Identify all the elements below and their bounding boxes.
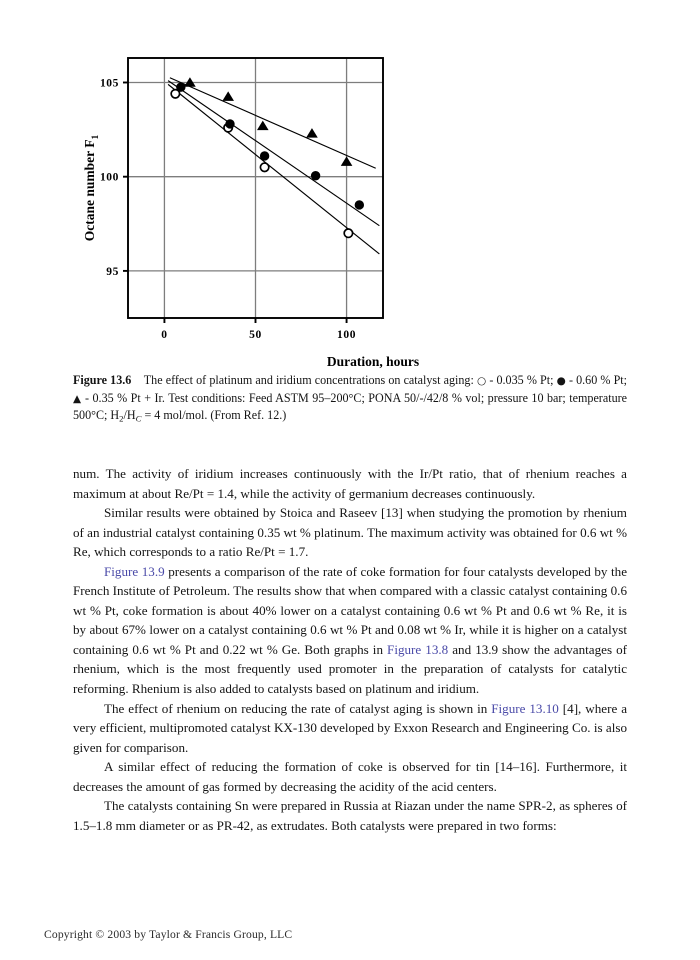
text-run: num. The activity of iridium increases continuously with the Ir/Pt ratio, that of rhenium reaches a maximum at about Re/Pt = 1.4, while the activity of germanium decreases continuously. (73, 466, 627, 501)
figure-cross-reference-link[interactable]: Figure 13.9 (104, 563, 165, 579)
legend-filled-circle-icon: ● (556, 375, 566, 387)
datapoint-series-2-2 (257, 121, 269, 130)
figure-13-6 (0, 38, 700, 369)
figure-cross-reference-link[interactable]: Figure 13.8 (387, 641, 449, 657)
trendline-series-1 (168, 81, 379, 226)
figure-cross-reference-link[interactable]: Figure 13.10 (491, 700, 559, 716)
legend-open-circle-icon: ○ (476, 375, 487, 387)
caption-conditions-b: /H (123, 408, 136, 423)
datapoint-series-0-3 (344, 229, 352, 237)
ytick-label-100: 100 (99, 171, 119, 184)
text-run: and 13.9 show the advantages of rhenium, which is the most frequently used promoter in the preparation of catalysts for catalytic reforming. Rhenium is also added to catalysts based on platinum and iridium. (73, 641, 627, 697)
x-axis-title: Duration, hours (326, 354, 420, 369)
ytick-label-105: 105 (99, 77, 119, 90)
text-run: Similar results were obtained by Stoica and Raseev [13] when studying the promotion by rhenium of an industrial catalyst containing 0.35 wt % platinum. The maximum activity was obtained for 0.6 wt % Re, which corresponds to a ratio Re/Pt = 1.7. (73, 505, 627, 560)
datapoint-series-1-4 (355, 201, 363, 209)
datapoint-series-1-3 (311, 172, 319, 180)
datapoint-series-1-1 (226, 120, 234, 128)
paragraph (73, 699, 627, 758)
chart-canvas (78, 38, 420, 369)
figure-number: Figure 13.6 (73, 373, 132, 387)
caption-conditions-a: Test conditions: Feed ASTM 95–200°C; PONA 50/-/42/8 % vol; pressure 10 bar; temperature 500°C; H (73, 390, 628, 423)
caption-lead: The effect of platinum and iridium concentrations on catalyst aging: (143, 373, 477, 387)
legend-open-circle-label: - 0.035 % Pt; (486, 373, 557, 387)
text-run: A similar effect of reducing the formation of coke is observed for tin [14–16]. Furthermore, it decreases the amount of gas formed by decreasing the acidity of the acid centers. (73, 759, 627, 794)
copyright-notice: Copyright © 2003 by Taylor & Francis Group, LLC (44, 928, 293, 941)
paragraph (73, 503, 627, 562)
text-run: The catalysts containing Sn were prepared in Russia at Riazan under the name SPR-2, as spheres of 1.5–1.8 mm diameter or as PR-42, as extrudates. Both catalysts were prepared in two forms: (73, 798, 627, 833)
datapoint-series-1-0 (177, 83, 185, 91)
body-text (73, 464, 627, 835)
text-run: presents a comparison of the rate of coke formation for four catalysts developed by the French Institute of Petroleum. The results show that when compared with a classic catalyst containing 0.6 wt % Pt, coke formation is about 40% lower on a catalyst containing 0.6 wt % Pt and 0.6 wt % Re, it is by about 67% lower on a catalyst containing 0.6 wt % Pt and 0.08 wt % Ir, while it is higher on a catalyst containing 0.6 wt % Pt and 0.22 wt % Ge. Both graphs in (73, 563, 628, 657)
legend-triangle-label: - 0.35 % Pt + Ir. (81, 390, 169, 405)
trendline-series-2 (170, 78, 376, 168)
text-run: [4], where a very efficient, multipromoted catalyst KX-130 developed by Exxon Research and Engineering Co. is also given for comparison. (73, 700, 628, 755)
xtick-label-100: 100 (337, 329, 357, 341)
y-axis-title: Octane number $F_1$ (82, 134, 101, 242)
paragraph (73, 757, 627, 796)
text-run: The effect of rhenium on reducing the rate of catalyst aging is shown in (104, 700, 492, 716)
paragraph (73, 562, 627, 699)
paragraph (73, 796, 627, 835)
xtick-label-50: 50 (249, 329, 262, 341)
ytick-label-95: 95 (106, 265, 119, 278)
legend-triangle-icon: ▲ (73, 392, 82, 405)
caption-sub-c: C (135, 413, 142, 424)
caption-conditions-c: = 4 mol/mol. (From Ref. 12.) (141, 408, 287, 423)
datapoint-series-2-1 (222, 91, 234, 100)
paragraph (73, 464, 627, 503)
datapoint-series-2-4 (341, 156, 353, 165)
aging-scatter-chart (78, 38, 420, 369)
legend-filled-circle-label: - 0.60 % Pt; (565, 373, 628, 387)
caption-sub-2: 2 (119, 413, 124, 424)
xtick-label-0: 0 (161, 329, 168, 341)
datapoint-series-0-2 (260, 163, 268, 171)
datapoint-series-1-2 (260, 152, 268, 160)
figure-caption (73, 372, 627, 427)
datapoint-series-2-3 (306, 128, 318, 137)
